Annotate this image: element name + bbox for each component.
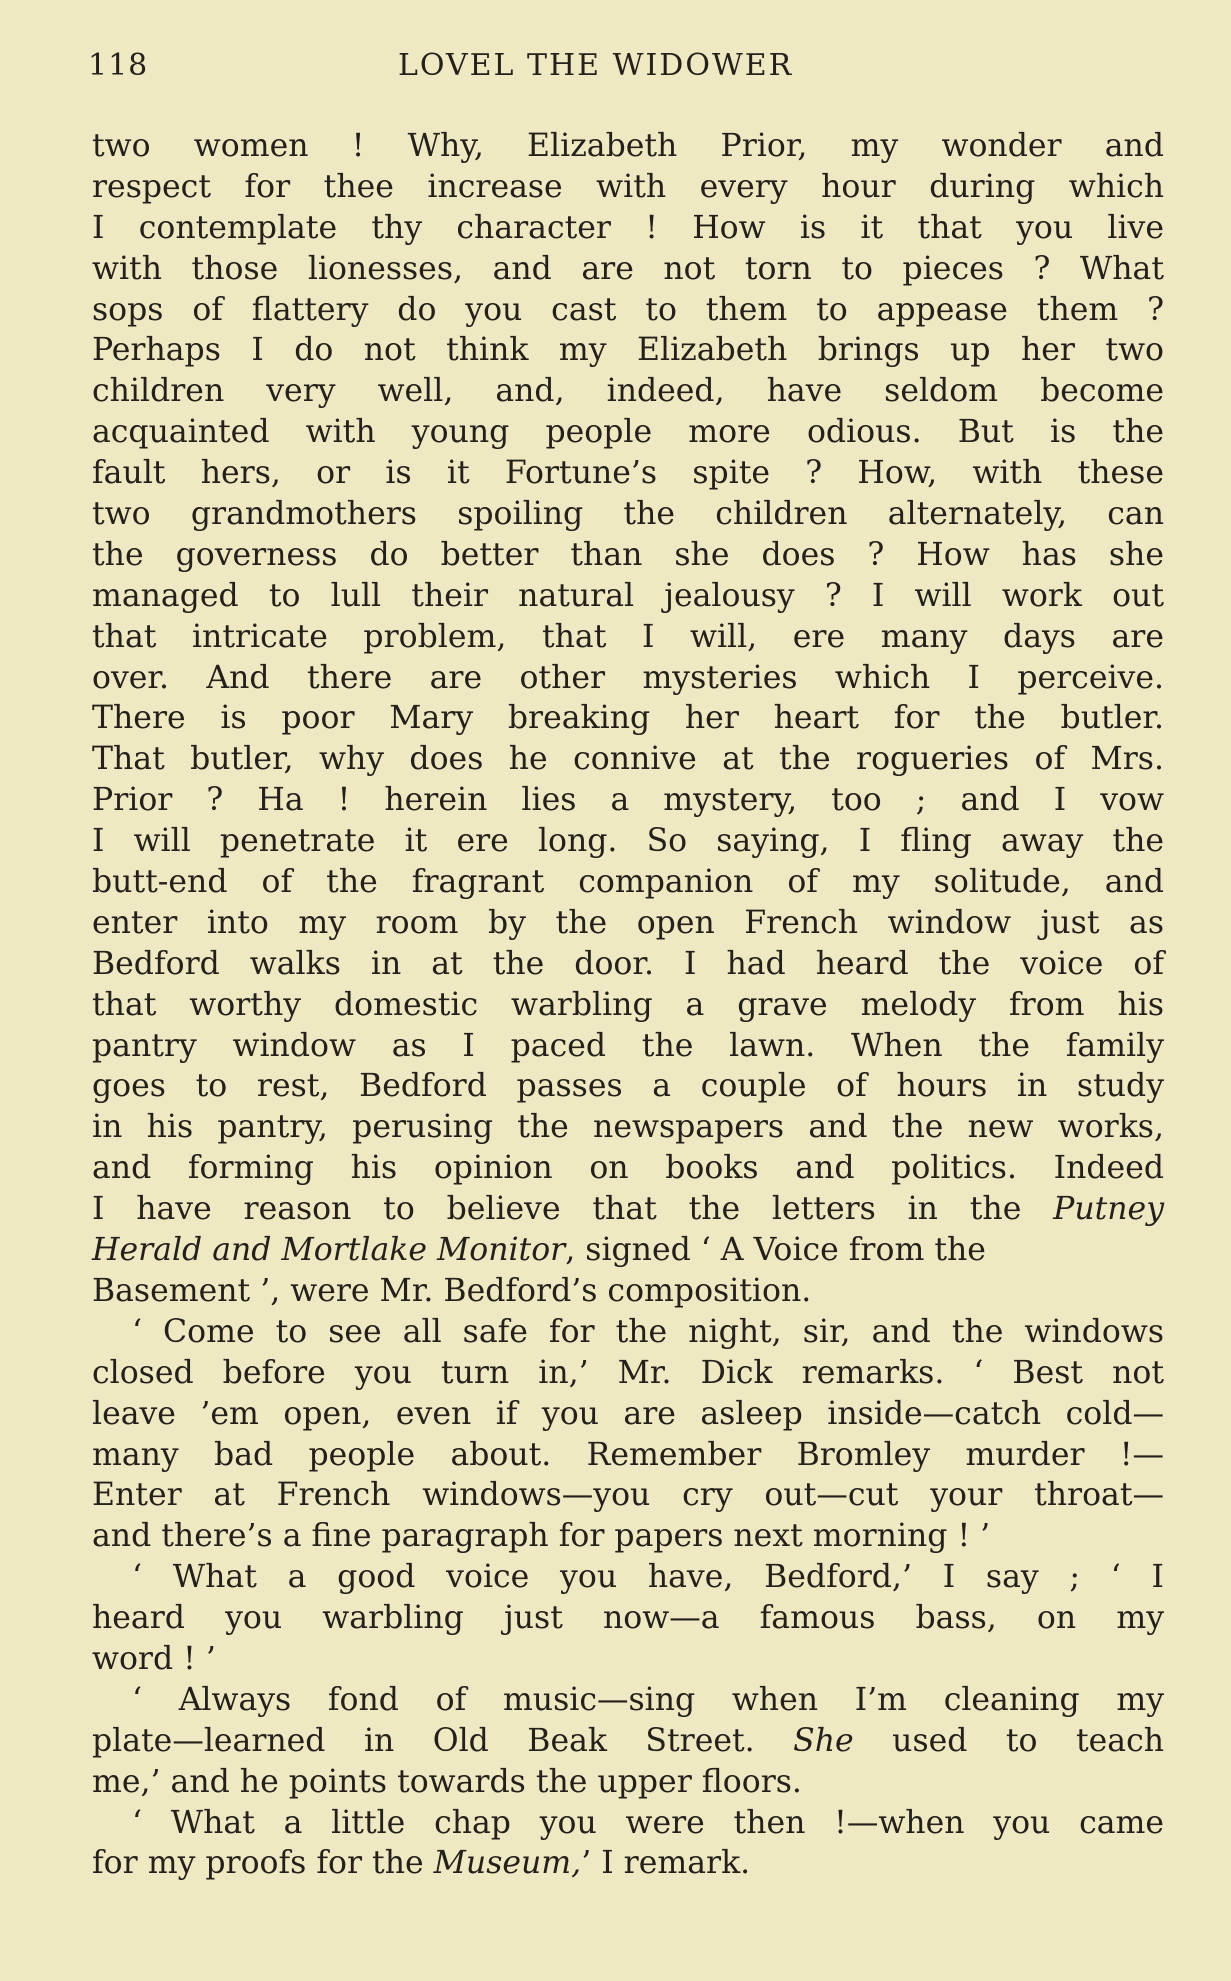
text-run: used to teach — [853, 1722, 1164, 1759]
text-run: , signed ‘ A Voice from the — [565, 1232, 986, 1269]
text-line: ‘ Always fond of music—sing when I’m cleaning my — [132, 1681, 1164, 1718]
text-line: ‘ Come to see all safe for the night, sir, and the windows — [132, 1313, 1164, 1350]
text-line: I contemplate thy character ! How is it that you live — [92, 209, 1164, 246]
text-line: fault hers, or is it Fortune’s spite ? How, with these — [92, 455, 1164, 492]
text-line: goes to rest, Bedford passes a couple of hours in study — [92, 1068, 1164, 1105]
text-line: ‘ What a little chap you were then !—when you came — [132, 1804, 1164, 1841]
text-line — [92, 1230, 1164, 1271]
text-line: many bad people about. Remember Bromley murder !— — [92, 1436, 1164, 1473]
text-line: Perhaps I do not think my Elizabeth brings up her two — [92, 332, 1164, 369]
italic-title: Putney — [1053, 1191, 1164, 1228]
body-text — [92, 126, 1164, 1884]
text-run: I have reason to believe that the letters in the — [92, 1191, 1022, 1228]
text-line: and there’s a fine paragraph for papers next morning ! ’ — [92, 1518, 991, 1555]
text-line: heard you warbling just now—a famous bass, on my — [92, 1600, 1164, 1637]
text-line — [92, 1189, 1164, 1230]
text-line: closed before you turn in,’ Mr. Dick remarks. ‘ Best not — [92, 1354, 1164, 1391]
text-run: for my proofs for the — [92, 1845, 424, 1882]
text-line: two grandmothers spoiling the children alternately, can — [92, 496, 1164, 533]
italic-title: Museum, — [433, 1845, 582, 1882]
text-line: and forming his opinion on books and politics. Indeed — [92, 1150, 1164, 1187]
text-line: Enter at French windows—you cry out—cut your throat— — [92, 1477, 1164, 1514]
text-line: that intricate problem, that I will, ere many days are — [92, 618, 1164, 655]
text-line — [92, 1843, 1164, 1884]
text-line: I will penetrate it ere long. So saying, I fling away the — [92, 823, 1164, 860]
book-title: LOVEL THE WIDOWER — [398, 48, 794, 83]
text-line: the governess do better than she does ? How has she — [92, 536, 1164, 573]
text-run: plate—learned in Old Beak Street. — [92, 1722, 755, 1759]
running-head — [88, 48, 1168, 94]
text-line: Basement ’, were Mr. Bedford’s composition. — [92, 1272, 812, 1309]
text-line: respect for thee increase with every hour during which — [92, 168, 1164, 205]
text-line: That butler, why does he connive at the rogueries of Mrs. — [92, 741, 1164, 778]
page-number: 118 — [88, 48, 149, 83]
text-line: There is poor Mary breaking her heart for the butler. — [92, 700, 1164, 737]
text-line: over. And there are other mysteries which I perceive. — [92, 659, 1164, 696]
text-line: word ! ’ — [92, 1640, 216, 1677]
italic-pronoun: She — [793, 1722, 854, 1759]
text-line: enter into my room by the open French window just as — [92, 904, 1164, 941]
text-line: leave ’em open, even if you are asleep inside—catch cold— — [92, 1395, 1164, 1432]
text-line: acquainted with young people more odious. But is the — [92, 414, 1164, 451]
text-line: children very well, and, indeed, have seldom become — [92, 373, 1164, 410]
text-line: me,’ and he points towards the upper floors. — [92, 1763, 802, 1800]
text-line: butt-end of the fragrant companion of my solitude, and — [92, 864, 1164, 901]
text-line: managed to lull their natural jealousy ? I will work out — [92, 577, 1164, 614]
text-line: pantry window as I paced the lawn. When the family — [92, 1027, 1164, 1064]
italic-title: Herald and Mortlake Monitor — [92, 1232, 566, 1269]
text-line: with those lionesses, and are not torn to pieces ? What — [92, 250, 1164, 287]
text-line: Bedford walks in at the door. I had heard the voice of — [92, 945, 1164, 982]
text-line: in his pantry, perusing the newspapers and the new works, — [92, 1109, 1164, 1146]
text-line: that worthy domestic warbling a grave melody from his — [92, 986, 1164, 1023]
text-line: sops of flattery do you cast to them to appease them ? — [92, 291, 1164, 328]
text-run: ’ I remark. — [581, 1845, 751, 1882]
text-line — [92, 1721, 1164, 1762]
text-line: ‘ What a good voice you have, Bedford,’ I say ; ‘ I — [132, 1559, 1164, 1596]
text-line: Prior ? Ha ! herein lies a mystery, too ; and I vow — [92, 782, 1164, 819]
text-line: two women ! Why, Elizabeth Prior, my wonder and — [92, 128, 1164, 164]
